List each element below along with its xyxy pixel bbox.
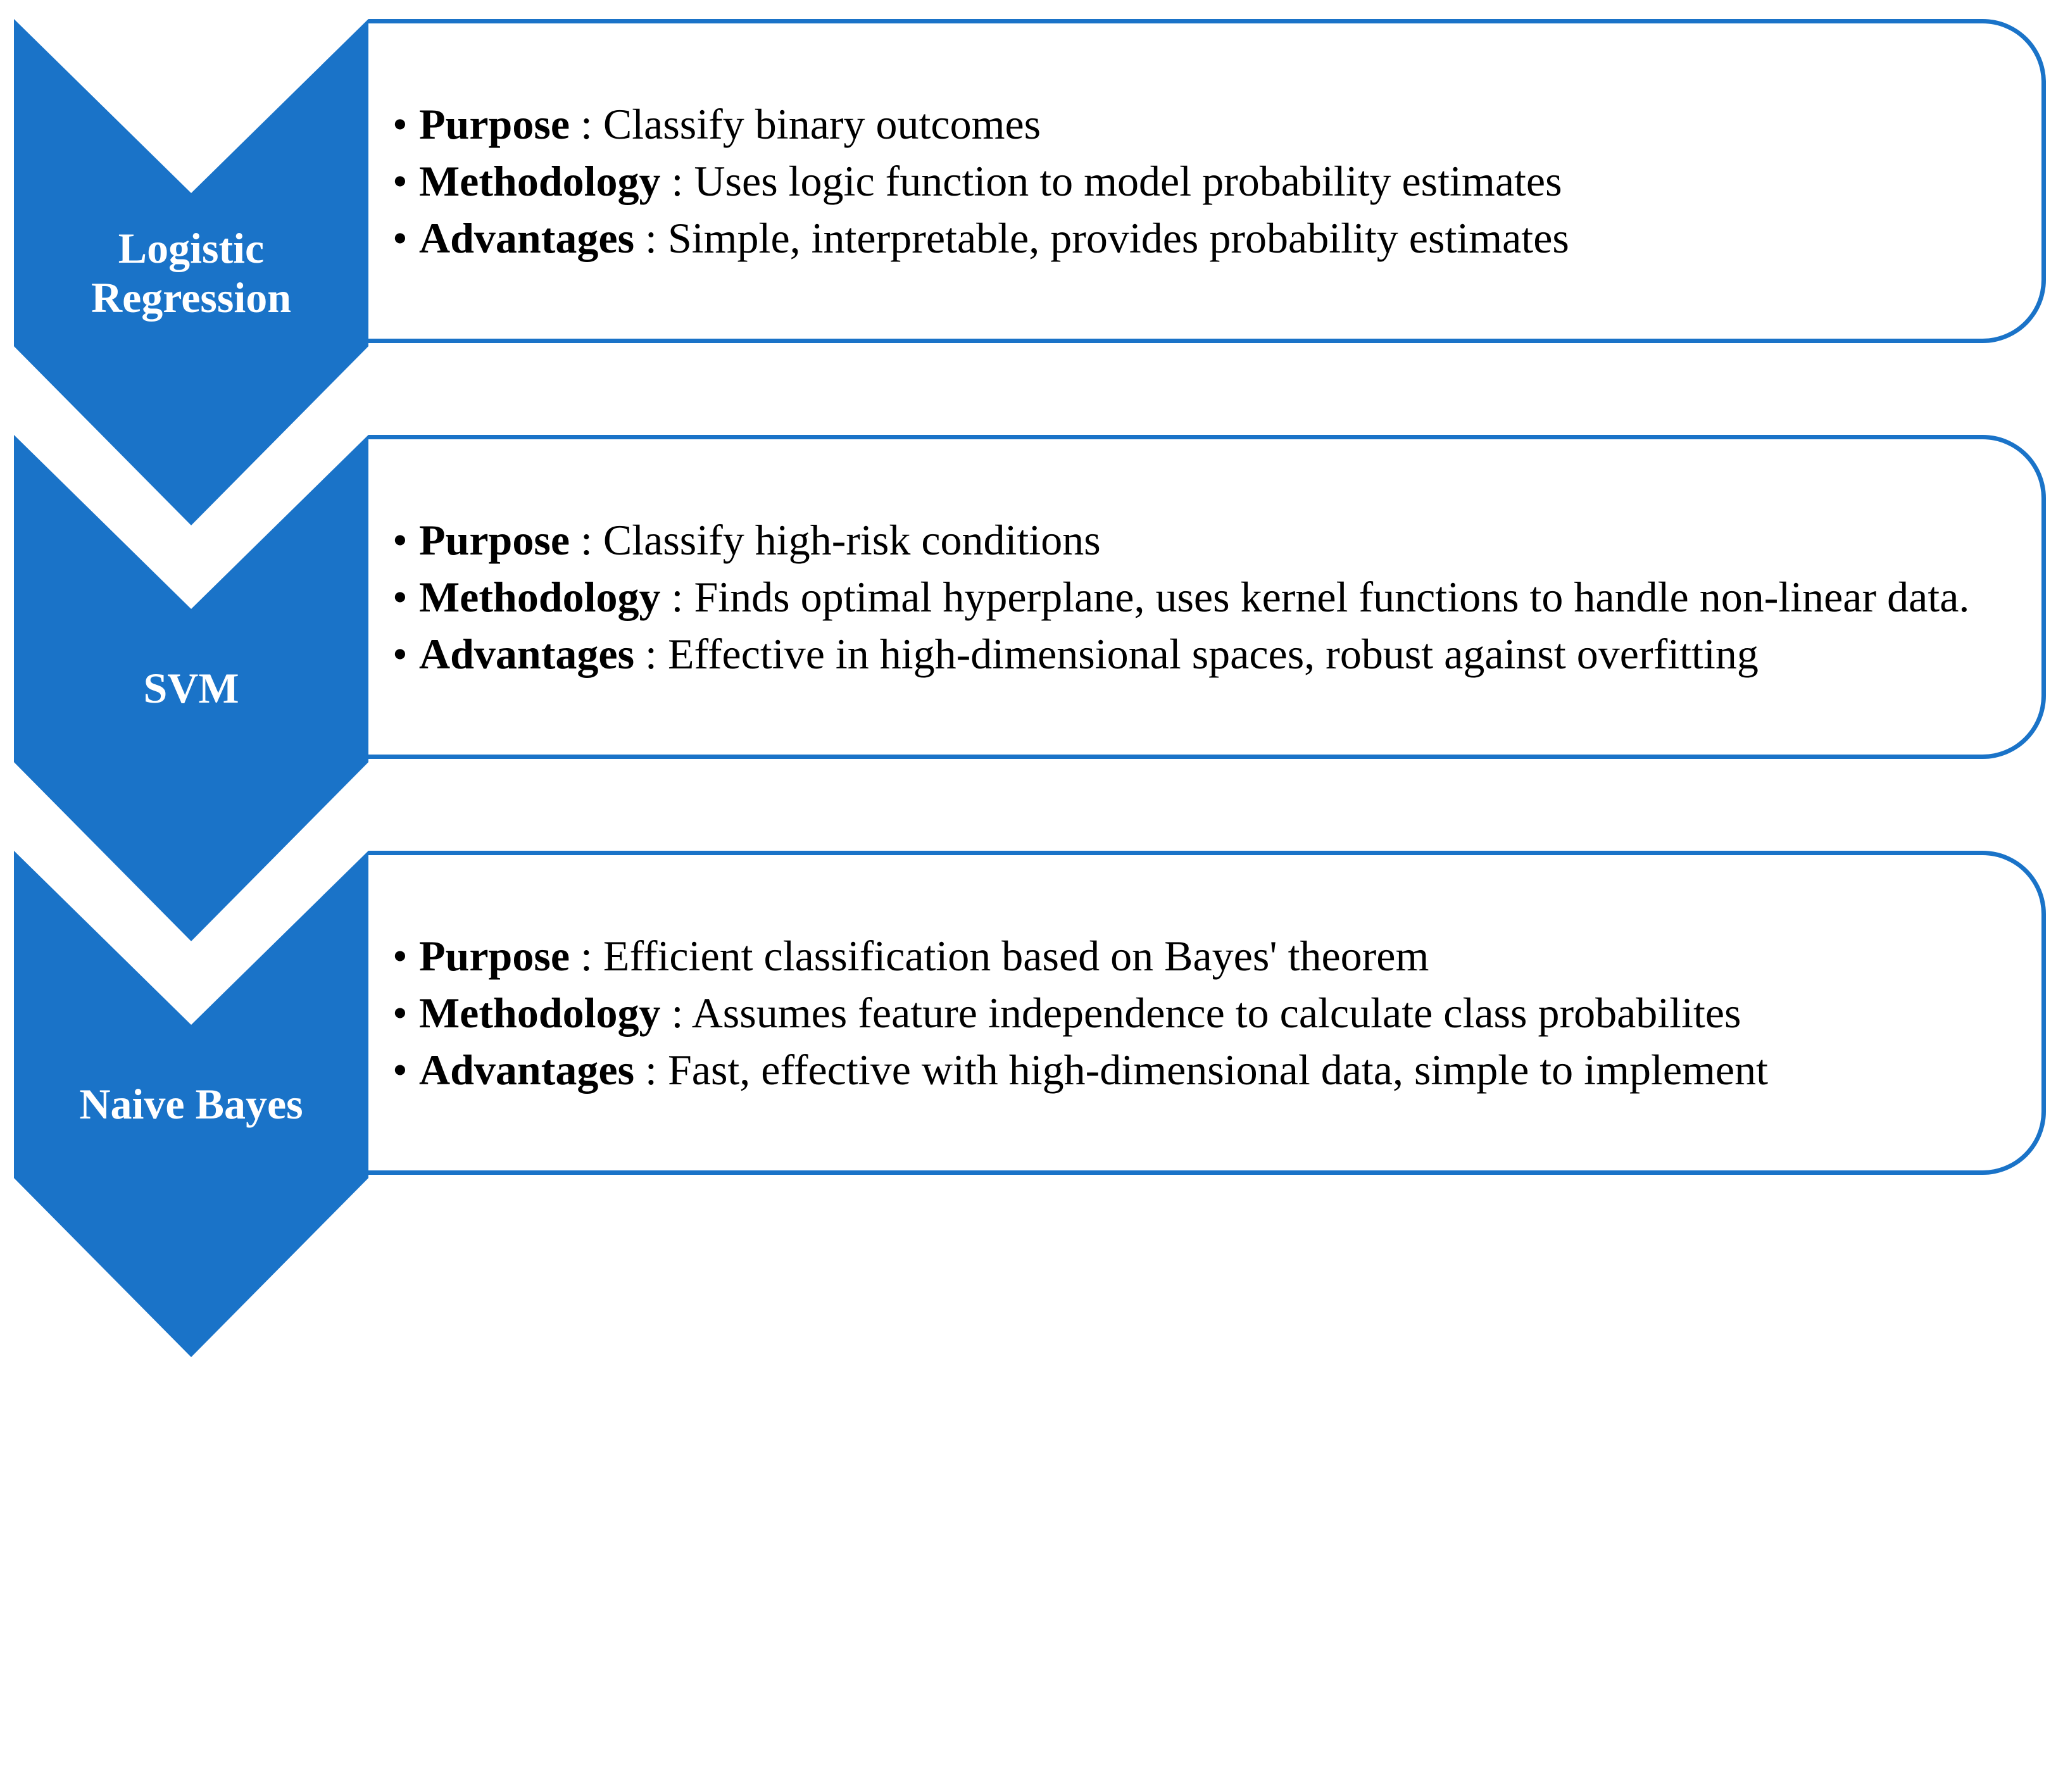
bullet-text: Fast, effective with high-dimensional data, simple to implement xyxy=(667,1046,1769,1094)
bullet-text: Uses logic function to model probability estimates xyxy=(694,157,1562,205)
bullet-methodology xyxy=(392,572,2022,622)
bullet-term: Purpose xyxy=(419,516,570,564)
bullet-term: Purpose xyxy=(419,100,570,148)
bullet-separator: : xyxy=(634,214,668,262)
bullet-dot: • xyxy=(392,573,408,621)
bullet-dot: • xyxy=(392,100,408,148)
bullet-text: Finds optimal hyperplane, uses kernel functions to handle non-linear data. xyxy=(694,573,1970,621)
bullet-dot: • xyxy=(392,157,408,205)
bullet-advantages xyxy=(392,213,2022,263)
model-label-logistic-regression xyxy=(14,223,368,322)
bullet-term: Methodology xyxy=(419,157,661,205)
bullet-text: Simple, interpretable, provides probability estimates xyxy=(667,214,1569,262)
model-label-line: Naive Bayes xyxy=(79,1080,303,1128)
bullet-separator: : xyxy=(660,157,694,205)
bullet-term: Methodology xyxy=(419,573,661,621)
card-svm xyxy=(368,435,2046,759)
bullet-dot: • xyxy=(392,630,408,678)
bullet-dot: • xyxy=(392,932,408,980)
bullet-dot: • xyxy=(392,1046,408,1094)
bullet-dot: • xyxy=(392,989,408,1037)
bullet-text: Effective in high-dimensional spaces, robust against overfitting xyxy=(667,630,1759,678)
bullet-purpose xyxy=(392,515,2022,565)
bullet-text: Efficient classification based on Bayes' theorem xyxy=(603,932,1429,980)
model-label-svm xyxy=(14,663,368,713)
card-logistic-regression xyxy=(368,19,2046,343)
bullet-separator: : xyxy=(634,1046,668,1094)
bullet-dot: • xyxy=(392,516,408,564)
bullet-term: Advantages xyxy=(419,1046,635,1094)
model-label-line: Regression xyxy=(91,273,292,322)
bullet-term: Advantages xyxy=(419,630,635,678)
bullet-separator: : xyxy=(660,989,692,1037)
bullet-separator: : xyxy=(570,932,603,980)
model-label-line: Logistic xyxy=(118,224,265,272)
bullet-separator: : xyxy=(570,516,603,564)
bullet-advantages xyxy=(392,629,2022,679)
bullet-text: Classify binary outcomes xyxy=(603,100,1041,148)
bullet-text: Classify high-risk conditions xyxy=(603,516,1101,564)
card-naive-bayes xyxy=(368,851,2046,1175)
bullet-advantages xyxy=(392,1044,2022,1095)
bullet-methodology xyxy=(392,156,2022,206)
chevron-shape-naive-bayes xyxy=(14,851,368,1792)
bullet-term: Advantages xyxy=(419,214,635,262)
bullet-purpose xyxy=(392,930,2022,981)
model-label-naive-bayes xyxy=(14,1079,368,1129)
bullet-separator: : xyxy=(660,573,694,621)
bullet-term: Purpose xyxy=(419,932,570,980)
bullet-dot: • xyxy=(392,214,408,262)
bullet-methodology xyxy=(392,987,2022,1038)
bullet-separator: : xyxy=(570,100,603,148)
bullet-text: Assumes feature independence to calculate class probabilites xyxy=(691,989,1741,1037)
bullet-term: Methodology xyxy=(419,989,661,1037)
bullet-purpose xyxy=(392,99,2022,149)
bullet-separator: : xyxy=(634,630,668,678)
model-label-line: SVM xyxy=(143,664,239,712)
